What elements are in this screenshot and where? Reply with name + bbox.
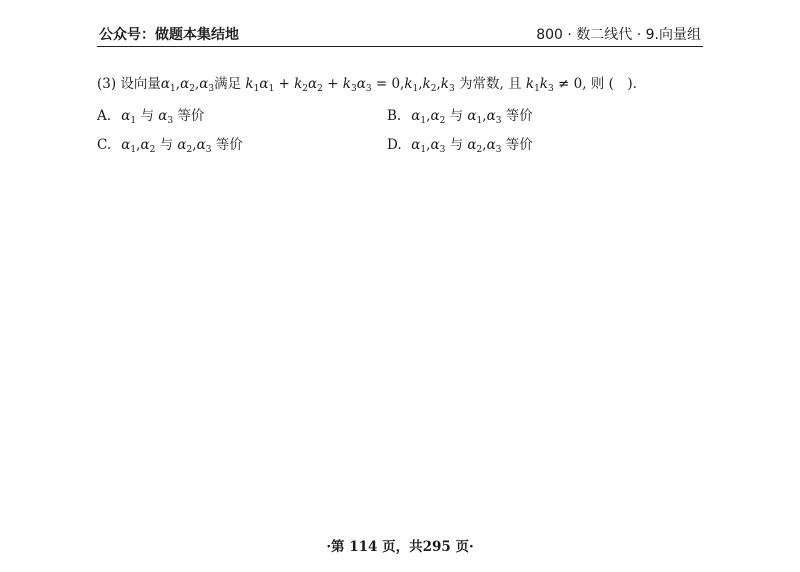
question-number: (3) xyxy=(97,76,117,92)
option-connector: 与 xyxy=(449,108,464,124)
option-connector: 与 xyxy=(140,108,154,124)
option-d[interactable]: D. $\alpha_1,\alpha_3$ 与 $\alpha_2,\alpha_3$ 等价 xyxy=(387,137,533,155)
option-connector: 与 xyxy=(449,137,464,153)
option-c[interactable]: C. $\alpha_1,\alpha_2$ 与 $\alpha_2,\alpha_3$ 等价 xyxy=(97,137,243,155)
header-source: 公众号：做题本集结地 xyxy=(99,27,239,43)
option-text: 等价 xyxy=(505,108,533,124)
question-text-part: , 则 ( ). xyxy=(582,76,637,92)
option-text: 等价 xyxy=(177,108,205,124)
question-stem: (3) 设向量$\alpha_1,\alpha_2,\alpha_3$满足 $k_1\alpha_1 + k_2\alpha_2 + k_3\alpha_3 = 0,k_1,k_2,k_3$ 为常数, 且 $k_1k_3 \ne 0$, 则 ( ). xyxy=(97,76,637,94)
option-letter: D. xyxy=(387,137,402,153)
option-b[interactable]: B. $\alpha_1,\alpha_2$ 与 $\alpha_1,\alpha_3$ 等价 xyxy=(387,108,533,126)
page-header xyxy=(97,22,703,47)
option-text: 等价 xyxy=(505,137,533,153)
option-connector: 与 xyxy=(159,137,174,153)
option-text: 等价 xyxy=(215,137,243,153)
question-text-part: 设向量 xyxy=(120,76,161,92)
question-text-part: 为常数, 且 xyxy=(458,76,522,92)
page-number-footer: ·第 114 页，共295 页· xyxy=(326,539,474,555)
option-letter: B. xyxy=(387,108,402,124)
option-a[interactable]: A. $\alpha_1$ 与 $\alpha_3$ 等价 xyxy=(97,108,205,126)
option-letter: C. xyxy=(97,137,112,153)
question-text-part: 满足 xyxy=(214,76,242,92)
header-section-title: 800 · 数二线代 · 9.向量组 xyxy=(536,27,701,43)
option-letter: A. xyxy=(97,108,112,124)
